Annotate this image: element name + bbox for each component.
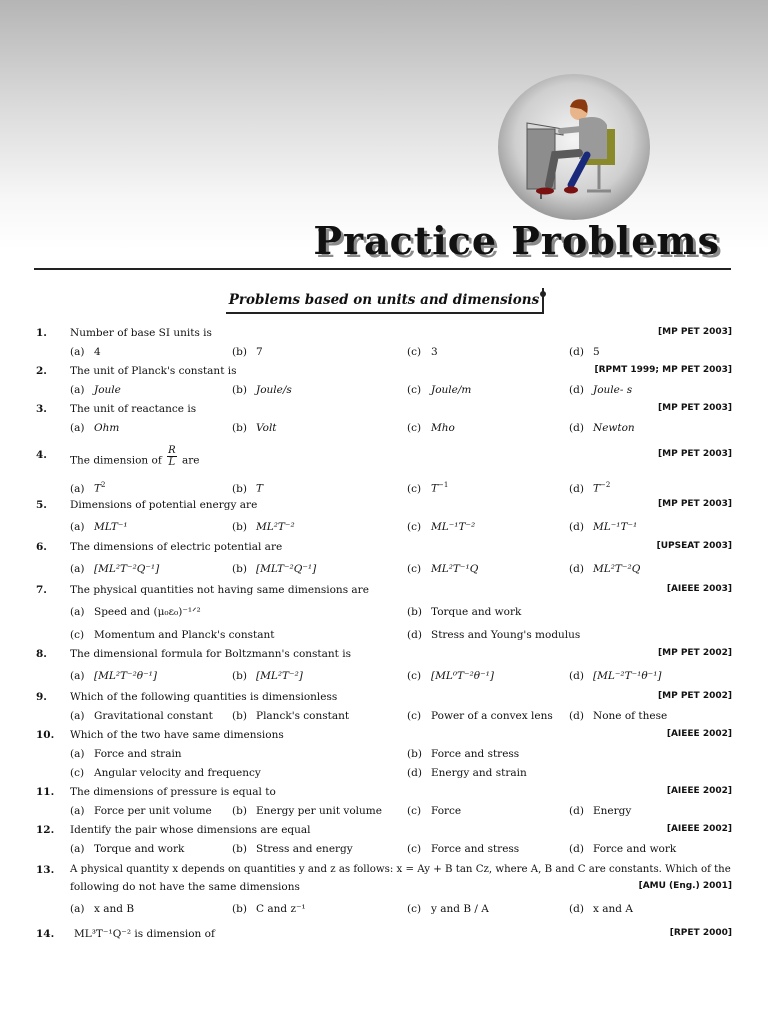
- question-text: The unit of Planck's constant is: [70, 365, 237, 377]
- option-d[interactable]: (d) Joule- s: [569, 384, 633, 396]
- option-c[interactable]: (c) Mho: [407, 422, 455, 434]
- option-d[interactable]: (d) Energy: [569, 805, 632, 817]
- option-c[interactable]: (c) Force and stress: [407, 843, 520, 855]
- question-number: 4.: [36, 449, 47, 461]
- option-a[interactable]: (a) 4: [70, 346, 101, 358]
- question-number: 1.: [36, 327, 47, 339]
- option-c[interactable]: (c) y and B / A: [407, 903, 489, 915]
- option-a[interactable]: (a) Speed and (μ₀ε₀)⁻¹ᐟ²: [70, 606, 201, 618]
- question-source: [MP PET 2003]: [658, 327, 732, 337]
- question-number: 14.: [36, 928, 55, 940]
- question-number: 6.: [36, 541, 47, 553]
- question-source: [AMU (Eng.) 2001]: [638, 881, 732, 891]
- question-text: Identify the pair whose dimensions are equal: [70, 824, 311, 836]
- section-heading-text: Problems based on units and dimensions: [228, 292, 540, 308]
- question-source: [MP PET 2003]: [658, 499, 732, 509]
- option-d[interactable]: (d) Stress and Young's modulus: [407, 629, 581, 641]
- page-title: Practice Problems: [313, 218, 720, 263]
- option-a[interactable]: (a) Joule: [70, 384, 121, 396]
- title-divider: [34, 268, 731, 270]
- option-b[interactable]: (b) T: [232, 482, 264, 495]
- option-b[interactable]: (b) ML²T⁻²: [232, 521, 295, 533]
- option-b[interactable]: (b) Joule/s: [232, 384, 292, 396]
- question-number: 9.: [36, 691, 47, 703]
- option-c[interactable]: (c) Force: [407, 805, 462, 817]
- question-number: 7.: [36, 584, 47, 596]
- option-a[interactable]: (a) Ohm: [70, 422, 120, 434]
- option-d[interactable]: (d) Force and work: [569, 843, 677, 855]
- question-source: [AIEEE 2002]: [666, 824, 732, 834]
- question-source: [MP PET 2002]: [658, 648, 732, 658]
- question-text: Dimensions of potential energy are: [70, 499, 258, 511]
- question-source: [AIEEE 2003]: [666, 584, 732, 594]
- question-source: [MP PET 2003]: [658, 449, 732, 459]
- option-a[interactable]: (a) $T^2$: [70, 481, 106, 495]
- option-d[interactable]: (d) ML²T⁻²Q: [569, 563, 641, 575]
- option-c[interactable]: (c) Power of a convex lens: [407, 710, 553, 722]
- question-text: The dimensions of electric potential are: [70, 541, 283, 553]
- option-b[interactable]: (b) Force and stress: [407, 748, 520, 760]
- option-b[interactable]: (b) [MLT⁻²Q⁻¹]: [232, 563, 317, 575]
- option-d[interactable]: (d) 5: [569, 346, 600, 358]
- question-text-continued: following do not have the same dimensions: [70, 881, 300, 893]
- option-d[interactable]: (d) $T^{-2}$: [569, 481, 611, 495]
- question-text: The dimensional formula for Boltzmann's constant is: [70, 648, 351, 660]
- student-writing-illustration: [497, 73, 651, 221]
- option-b[interactable]: (b) Planck's constant: [232, 710, 350, 722]
- question-number: 2.: [36, 365, 47, 377]
- option-d[interactable]: (d) Energy and strain: [407, 767, 527, 779]
- question-source: [MP PET 2003]: [658, 403, 732, 413]
- option-c[interactable]: (c) 3: [407, 346, 438, 358]
- section-heading: [226, 288, 544, 314]
- option-b[interactable]: (b) 7: [232, 346, 263, 358]
- option-a[interactable]: (a) Force per unit volume: [70, 805, 212, 817]
- option-c[interactable]: (c) [ML⁰T⁻²θ⁻¹]: [407, 670, 494, 682]
- option-a[interactable]: (a) MLT⁻¹: [70, 521, 128, 533]
- question-text: The dimensions of pressure is equal to: [70, 786, 276, 798]
- option-c[interactable]: (c) Angular velocity and frequency: [70, 767, 261, 779]
- question-source: [UPSEAT 2003]: [656, 541, 732, 551]
- question-number: 12.: [36, 824, 55, 836]
- option-c[interactable]: (c) ML²T⁻¹Q: [407, 563, 479, 575]
- fraction-r-over-l: $\frac{R}{L}$: [168, 445, 176, 468]
- question-number: 8.: [36, 648, 47, 660]
- question-text: ML³T⁻¹Q⁻² is dimension of: [74, 928, 215, 940]
- question-number: 3.: [36, 403, 47, 415]
- question-source: [AIEEE 2002]: [666, 786, 732, 796]
- question-text: Which of the following quantities is dimensionless: [70, 691, 338, 703]
- option-d[interactable]: (d) [ML⁻²T⁻¹θ⁻¹]: [569, 670, 662, 682]
- option-a[interactable]: (a) x and B: [70, 903, 135, 915]
- option-b[interactable]: (b) [ML²T⁻²]: [232, 670, 303, 682]
- question-source: [RPET 2000]: [669, 928, 732, 938]
- option-b[interactable]: (b) Energy per unit volume: [232, 805, 382, 817]
- option-c[interactable]: (c) Joule/m: [407, 384, 472, 396]
- option-a[interactable]: (a) Force and strain: [70, 748, 182, 760]
- option-a[interactable]: (a) [ML²T⁻²Q⁻¹]: [70, 563, 160, 575]
- option-d[interactable]: (d) x and A: [569, 903, 633, 915]
- option-a[interactable]: (a) Torque and work: [70, 843, 185, 855]
- option-d[interactable]: (d) ML⁻¹T⁻¹: [569, 521, 638, 533]
- section-marker: [540, 291, 546, 297]
- question-text: Number of base SI units is: [70, 327, 212, 339]
- option-c[interactable]: (c) ML⁻¹T⁻²: [407, 521, 476, 533]
- option-b[interactable]: (b) Volt: [232, 422, 277, 434]
- question-number: 10.: [36, 729, 55, 741]
- question-text: A physical quantity x depends on quantities y and z as follows: x = Ay + B tan Cz, where A, B and C are constants. Which of the: [70, 864, 731, 875]
- option-b[interactable]: (b) Torque and work: [407, 606, 522, 618]
- option-c[interactable]: (c) $T^{-1}$: [407, 481, 449, 495]
- question-text: Which of the two have same dimensions: [70, 729, 284, 741]
- option-b[interactable]: (b) Stress and energy: [232, 843, 353, 855]
- question-number: 13.: [36, 864, 55, 876]
- option-a[interactable]: (a) [ML²T⁻²θ⁻¹]: [70, 670, 157, 682]
- question-source: [AIEEE 2002]: [666, 729, 732, 739]
- question-number: 5.: [36, 499, 47, 511]
- question-number: 11.: [36, 786, 55, 798]
- question-text: The dimension of $\frac{R}{L}$ are: [70, 445, 200, 468]
- option-b[interactable]: (b) C and z⁻¹: [232, 903, 306, 915]
- option-a[interactable]: (a) Gravitational constant: [70, 710, 213, 722]
- question-source: [RPMT 1999; MP PET 2003]: [594, 365, 732, 375]
- option-d[interactable]: (d) Newton: [569, 422, 635, 434]
- question-source: [MP PET 2002]: [658, 691, 732, 701]
- option-d[interactable]: (d) None of these: [569, 710, 668, 722]
- question-text: The physical quantities not having same dimensions are: [70, 584, 369, 596]
- question-text: The unit of reactance is: [70, 403, 197, 415]
- option-c[interactable]: (c) Momentum and Planck's constant: [70, 629, 275, 641]
